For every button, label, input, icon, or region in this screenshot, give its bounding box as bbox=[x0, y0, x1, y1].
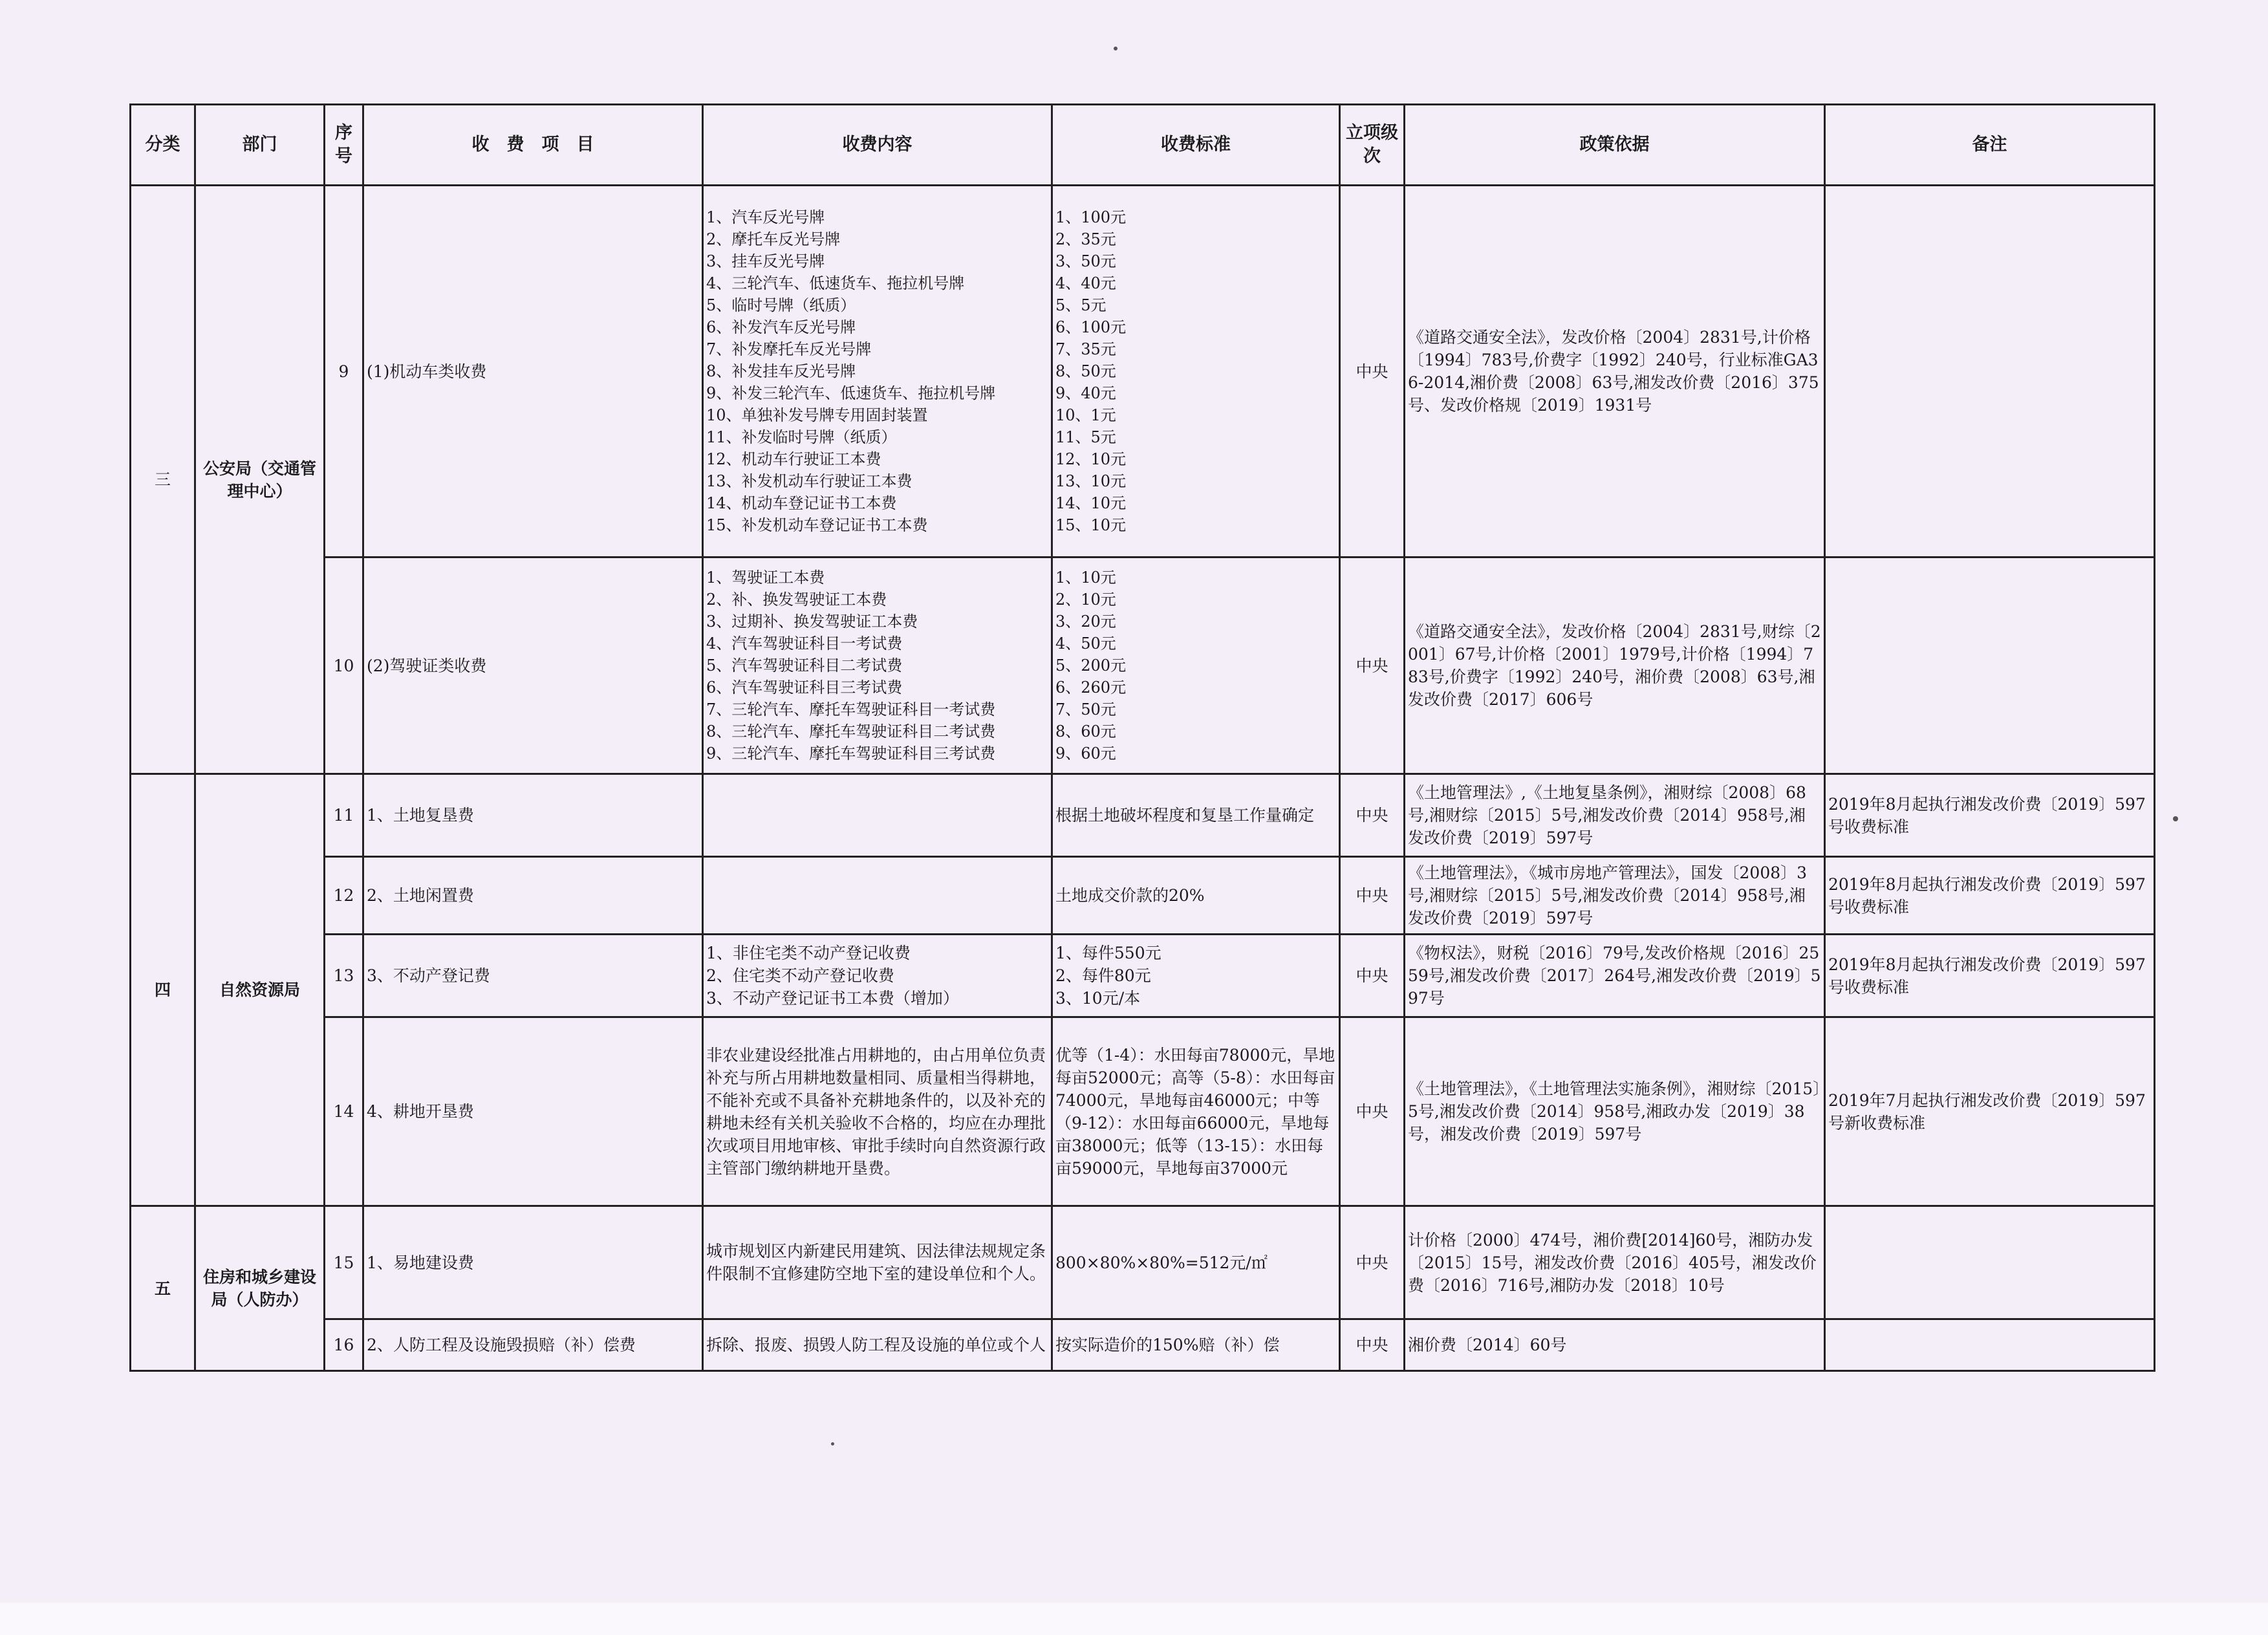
basis-cell: 《道路交通安全法》，发改价格〔2004〕2831号,财综〔2001〕67号,计价格〔2001〕1979号,计价格〔1994〕783号,价费字〔1992〕240号，湘价费〔2008〕63号,湘发改价费〔2017〕606号 bbox=[1405, 558, 1825, 774]
item-cell: 2、土地闲置费 bbox=[363, 857, 703, 935]
level-cell: 中央 bbox=[1340, 857, 1405, 935]
table-row bbox=[131, 1319, 2155, 1371]
content-cell: 城市规划区内新建民用建筑、因法律法规规定条件限制不宜修建防空地下室的建设单位和个人。 bbox=[703, 1206, 1052, 1319]
seq-cell: 9 bbox=[325, 186, 363, 558]
header-standard: 收费标准 bbox=[1052, 105, 1340, 186]
content-cell bbox=[703, 774, 1052, 857]
header-dept: 部门 bbox=[195, 105, 325, 186]
header-category: 分类 bbox=[131, 105, 195, 186]
standard-cell: 土地成交价款的20% bbox=[1052, 857, 1340, 935]
standard-cell: 根据土地破坏程度和复垦工作量确定 bbox=[1052, 774, 1340, 857]
item-cell: (2)驾驶证类收费 bbox=[363, 558, 703, 774]
header-row bbox=[131, 105, 2155, 186]
basis-cell: 《土地管理法》，《土地管理法实施条例》，湘财综〔2015〕5号,湘发改价费〔2014〕958号,湘政办发〔2019〕38号，湘发改价费〔2019〕597号 bbox=[1405, 1017, 1825, 1206]
table-row bbox=[131, 1206, 2155, 1319]
remark-cell bbox=[1825, 186, 2155, 558]
fee-table bbox=[129, 103, 2155, 1372]
scan-speck bbox=[831, 1442, 834, 1446]
table-row bbox=[131, 1017, 2155, 1206]
header-basis: 政策依据 bbox=[1405, 105, 1825, 186]
item-cell: 3、不动产登记费 bbox=[363, 935, 703, 1017]
seq-cell: 14 bbox=[325, 1017, 363, 1206]
standard-cell: 按实际造价的150%赔（补）偿 bbox=[1052, 1319, 1340, 1371]
table-row bbox=[131, 935, 2155, 1017]
basis-cell: 《土地管理法》,《土地复垦条例》，湘财综〔2008〕68号,湘财综〔2015〕5号,湘发改价费〔2014〕958号,湘发改价费〔2019〕597号 bbox=[1405, 774, 1825, 857]
content-cell: 1、非住宅类不动产登记收费 2、住宅类不动产登记收费 3、不动产登记证书工本费（增加） bbox=[703, 935, 1052, 1017]
standard-cell: 1、10元 2、10元 3、20元 4、50元 5、200元 6、260元 7、50元 8、60元 9、60元 bbox=[1052, 558, 1340, 774]
table-row bbox=[131, 186, 2155, 558]
seq-cell: 11 bbox=[325, 774, 363, 857]
level-cell: 中央 bbox=[1340, 186, 1405, 558]
content-cell: 1、汽车反光号牌 2、摩托车反光号牌 3、挂车反光号牌 4、三轮汽车、低速货车、拖拉机号牌 5、临时号牌（纸质） 6、补发汽车反光号牌 7、补发摩托车反光号牌 8、补发挂车反光号牌 9、补发三轮汽车、低速货车、拖拉机号牌 10、单独补发号牌专用固封装置 11、补发临时号牌（纸质） 12、机动车行驶证工本费 13、补发机动车行驶证工本费 14、机动车登记证书工本费 15、补发机动车登记证书工本费 bbox=[703, 186, 1052, 558]
header-level: 立项级次 bbox=[1340, 105, 1405, 186]
category-cell: 四 bbox=[131, 774, 195, 1206]
level-cell: 中央 bbox=[1340, 1206, 1405, 1319]
seq-cell: 10 bbox=[325, 558, 363, 774]
item-cell: 4、耕地开垦费 bbox=[363, 1017, 703, 1206]
content-cell: 拆除、报废、损毁人防工程及设施的单位或个人 bbox=[703, 1319, 1052, 1371]
content-cell: 1、驾驶证工本费 2、补、换发驾驶证工本费 3、过期补、换发驾驶证工本费 4、汽车驾驶证科目一考试费 5、汽车驾驶证科目二考试费 6、汽车驾驶证科目三考试费 7、三轮汽车、摩托车驾驶证科目一考试费 8、三轮汽车、摩托车驾驶证科目二考试费 9、三轮汽车、摩托车驾驶证科目三考试费 bbox=[703, 558, 1052, 774]
seq-cell: 13 bbox=[325, 935, 363, 1017]
dept-cell: 住房和城乡建设局（人防办） bbox=[195, 1206, 325, 1371]
item-cell: (1)机动车类收费 bbox=[363, 186, 703, 558]
category-cell: 五 bbox=[131, 1206, 195, 1371]
level-cell: 中央 bbox=[1340, 774, 1405, 857]
header-seq: 序号 bbox=[325, 105, 363, 186]
scan-speck bbox=[2173, 816, 2178, 821]
remark-cell bbox=[1825, 558, 2155, 774]
standard-cell: 800×80%×80%=512元/㎡ bbox=[1052, 1206, 1340, 1319]
seq-cell: 12 bbox=[325, 857, 363, 935]
dept-cell: 自然资源局 bbox=[195, 774, 325, 1206]
level-cell: 中央 bbox=[1340, 558, 1405, 774]
table-row bbox=[131, 558, 2155, 774]
category-cell: 三 bbox=[131, 186, 195, 774]
level-cell: 中央 bbox=[1340, 1017, 1405, 1206]
item-cell: 2、人防工程及设施毁损赔（补）偿费 bbox=[363, 1319, 703, 1371]
header-content: 收费内容 bbox=[703, 105, 1052, 186]
remark-cell: 2019年8月起执行湘发改价费〔2019〕597号收费标准 bbox=[1825, 857, 2155, 935]
seq-cell: 15 bbox=[325, 1206, 363, 1319]
header-remark: 备注 bbox=[1825, 105, 2155, 186]
seq-cell: 16 bbox=[325, 1319, 363, 1371]
remark-cell bbox=[1825, 1206, 2155, 1319]
remark-cell: 2019年7月起执行湘发改价费〔2019〕597号新收费标准 bbox=[1825, 1017, 2155, 1206]
table-row bbox=[131, 774, 2155, 857]
remark-cell: 2019年8月起执行湘发改价费〔2019〕597号收费标准 bbox=[1825, 935, 2155, 1017]
standard-cell: 1、每件550元 2、每件80元 3、10元/本 bbox=[1052, 935, 1340, 1017]
item-cell: 1、易地建设费 bbox=[363, 1206, 703, 1319]
basis-cell: 计价格〔2000〕474号，湘价费[2014]60号，湘防办发〔2015〕15号，湘发改价费〔2016〕405号，湘发改价费〔2016〕716号,湘防办发〔2018〕10号 bbox=[1405, 1206, 1825, 1319]
item-cell: 1、土地复垦费 bbox=[363, 774, 703, 857]
basis-cell: 湘价费〔2014〕60号 bbox=[1405, 1319, 1825, 1371]
standard-cell: 优等（1-4）：水田每亩78000元，旱地每亩52000元；高等（5-8）：水田每亩74000元，旱地每亩46000元；中等（9-12）：水田每亩66000元，旱地每亩38000元；低等（13-15）：水田每亩59000元，旱地每亩37000元 bbox=[1052, 1017, 1340, 1206]
scan-bottom-edge bbox=[0, 1603, 2268, 1635]
remark-cell: 2019年8月起执行湘发改价费〔2019〕597号收费标准 bbox=[1825, 774, 2155, 857]
level-cell: 中央 bbox=[1340, 1319, 1405, 1371]
standard-cell: 1、100元 2、35元 3、50元 4、40元 5、5元 6、100元 7、35元 8、50元 9、40元 10、1元 11、5元 12、10元 13、10元 14、10元 15、10元 bbox=[1052, 186, 1340, 558]
basis-cell: 《道路交通安全法》，发改价格〔2004〕2831号,计价格〔1994〕783号,价费字〔1992〕240号，行业标准GA36-2014,湘价费〔2008〕63号,湘发改价费〔2016〕375号、发改价格规〔2019〕1931号 bbox=[1405, 186, 1825, 558]
basis-cell: 《土地管理法》，《城市房地产管理法》，国发〔2008〕3号,湘财综〔2015〕5号,湘发改价费〔2014〕958号,湘发改价费〔2019〕597号 bbox=[1405, 857, 1825, 935]
remark-cell bbox=[1825, 1319, 2155, 1371]
basis-cell: 《物权法》，财税〔2016〕79号,发改价格规〔2016〕2559号,湘发改价费〔2017〕264号,湘发改价费〔2019〕597号 bbox=[1405, 935, 1825, 1017]
content-cell: 非农业建设经批准占用耕地的，由占用单位负责补充与所占用耕地数量相同、质量相当得耕地，不能补充或不具备补充耕地条件的，以及补充的耕地未经有关机关验收不合格的，均应在办理批次或项目用地审核、审批手续时向自然资源行政主管部门缴纳耕地开垦费。 bbox=[703, 1017, 1052, 1206]
content-cell bbox=[703, 857, 1052, 935]
table-row bbox=[131, 857, 2155, 935]
level-cell: 中央 bbox=[1340, 935, 1405, 1017]
dept-cell: 公安局（交通管理中心） bbox=[195, 186, 325, 774]
scan-speck bbox=[1114, 47, 1118, 50]
header-item: 收 费 项 目 bbox=[363, 105, 703, 186]
